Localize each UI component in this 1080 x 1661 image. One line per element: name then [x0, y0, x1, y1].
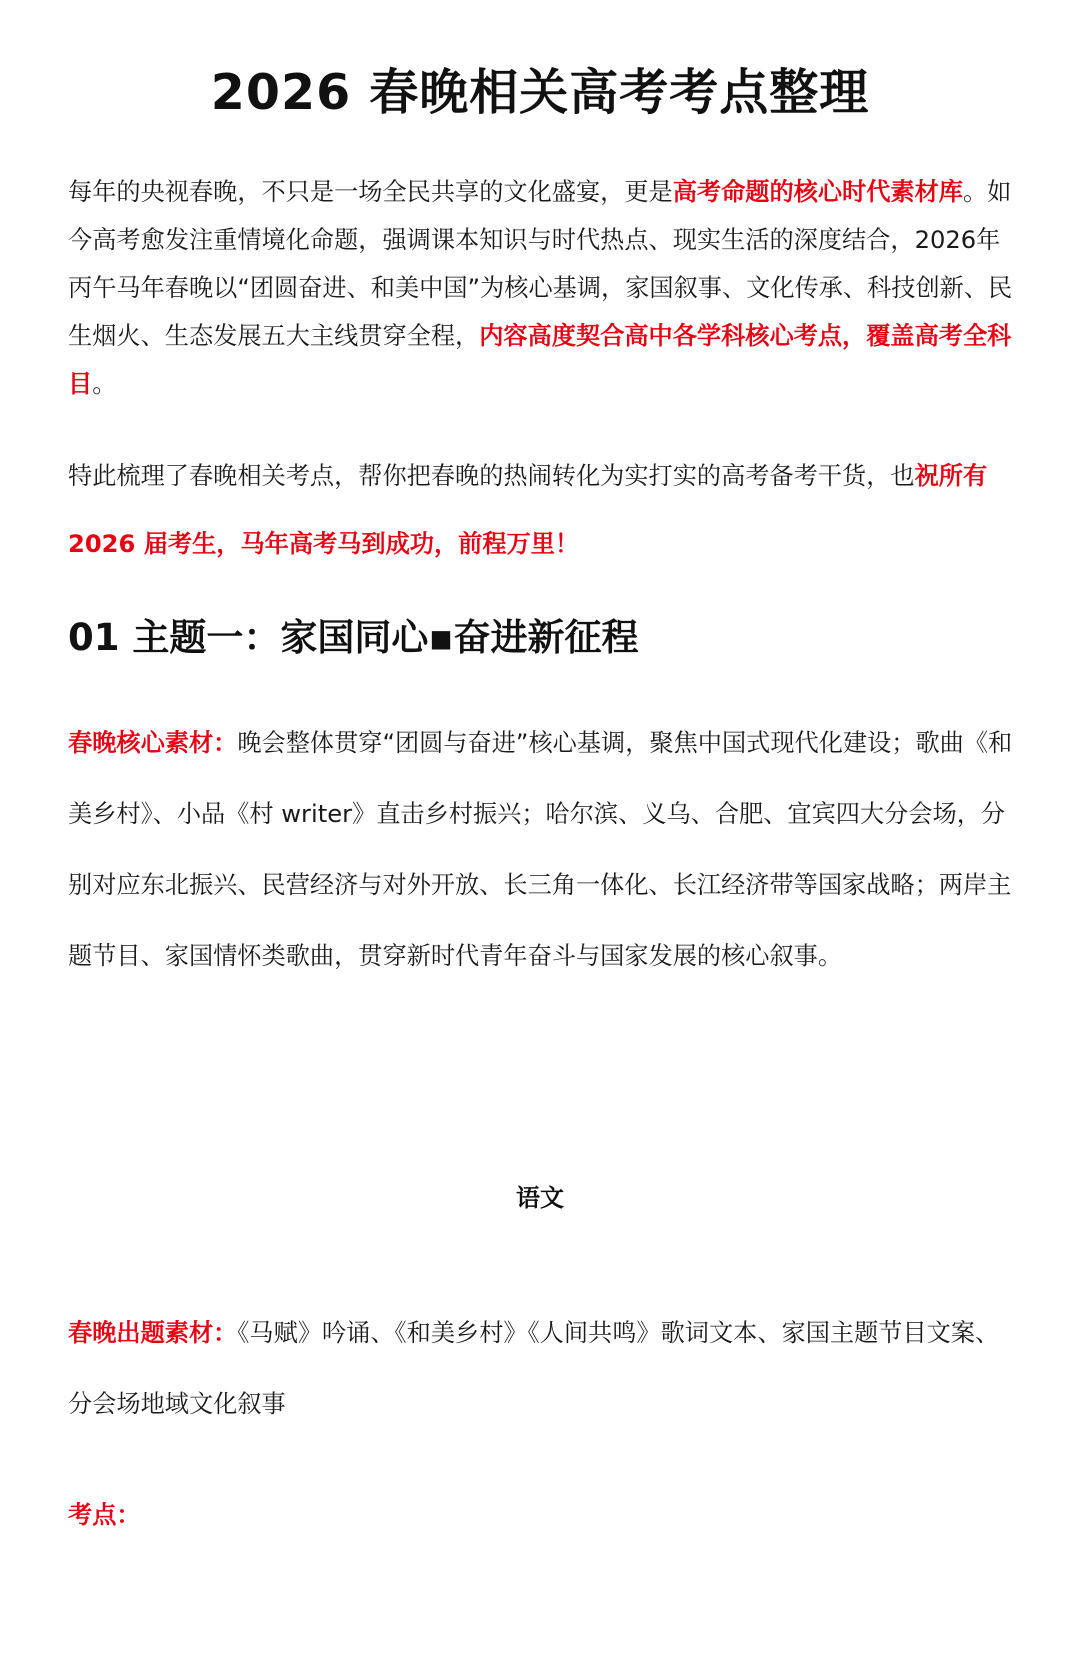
exam-material-label: 春晚出题素材：: [68, 1319, 238, 1347]
exam-material-text: 《马赋》吟诵、《和美乡村》《人间共鸣》歌词文本、家国主题节目文案、分会场地域文化叙事: [68, 1319, 1000, 1418]
kaodian-label: 考点：: [68, 1501, 141, 1529]
subject-heading: 语文: [516, 1184, 564, 1212]
core-material-text: 晚会整体贯穿“团圆与奋进”核心基调，聚焦中国式现代化建设；歌曲《和美乡村》、小品《村 writer》直击乡村振兴；哈尔滨、义乌、合肥、宜宾四大分会场，分别对应东北振兴、民营经济与对外开放、长三角一体化、长江经济带等国家战略；两岸主题节目、家国情怀类歌曲，贯穿新时代青年奋斗与国家发展的核心叙事。: [68, 729, 1013, 970]
page-title: 2026 春晚相关高考考点整理: [210, 64, 870, 121]
section-heading: 01 主题一：家国同心▪奋进新征程: [68, 616, 639, 659]
core-material-paragraph: [68, 708, 1013, 992]
core-material-label: 春晚核心素材：: [68, 729, 238, 757]
exam-material-paragraph: [68, 1298, 1013, 1440]
intro-text-2: 。如今高考愈发注重情境化命题，强调课本知识与时代热点、现实生活的深度结合，2026年丙午马年春晚以“团圆奋进、和美中国”为核心基调，家国叙事、文化传承、科技创新、民生烟火、生态发展五大主线贯穿全程，: [68, 178, 1013, 350]
wish-text: 特此梳理了春晚相关考点，帮你把春晚的热闹转化为实打实的高考备考干货，也: [68, 462, 915, 490]
wish-highlight: 祝所有 2026 届考生，马年高考马到成功，前程万里！: [68, 462, 988, 558]
wish-paragraph: [68, 442, 1013, 578]
intro-highlight-2: 内容高度契合高中各学科核心考点，覆盖高考全科目: [68, 322, 1012, 398]
intro-highlight-1: 高考命题的核心时代素材库: [672, 178, 963, 206]
intro-paragraph: [68, 168, 1013, 408]
intro-text-1: 每年的央视春晚，不只是一场全民共享的文化盛宴，更是: [68, 178, 673, 206]
intro-text-3: 。: [92, 370, 117, 398]
